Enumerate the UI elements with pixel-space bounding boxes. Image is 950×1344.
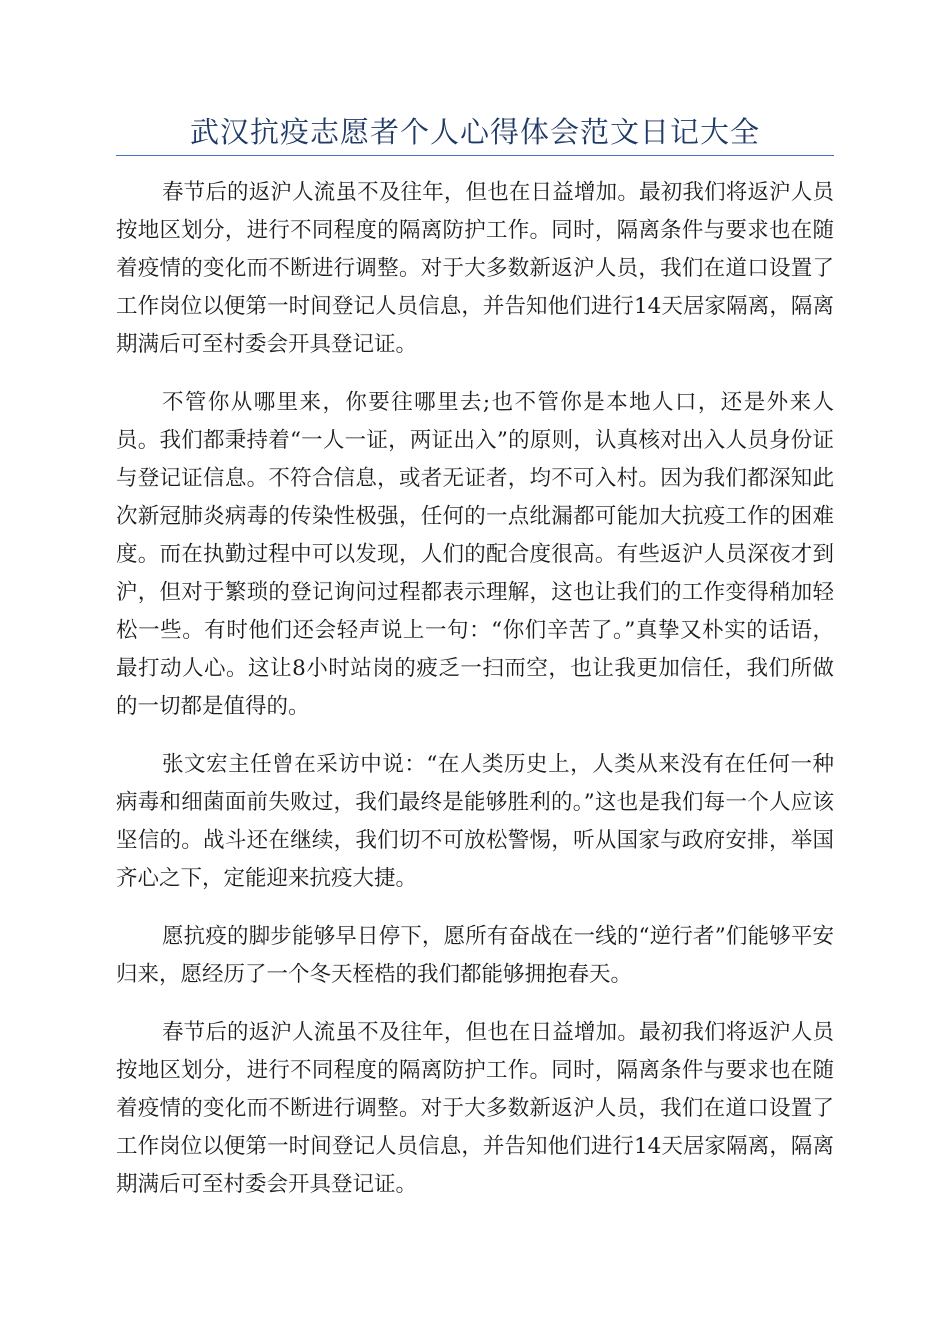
body-paragraph: 愿抗疫的脚步能够早日停下，愿所有奋战在一线的“逆行者”们能够平安归来，愿经历了一个冬天桎梏的我们都能够拥抱春天。 (116, 924, 834, 987)
title-underline-rule (116, 155, 834, 156)
body-paragraph: 张文宏主任曾在采访中说：“在人类历史上，人类从来没有在任何一种病毒和细菌面前失败过，我们最终是能够胜利的。”这也是我们每一个人应该坚信的。战斗还在继续，我们切不可放松警惕，听从国家与政府安排，举国齐心之下，定能迎来抗疫大捷。 (116, 752, 834, 891)
body-paragraph: 春节后的返沪人流虽不及往年，但也在日益增加。最初我们将返沪人员按地区划分，进行不同程度的隔离防护工作。同时，隔离条件与要求也在随着疫情的变化而不断进行调整。对于大多数新返沪人员，我们在道口设置了工作岗位以便第一时间登记人员信息，并告知他们进行14天居家隔离，隔离期满后可至村委会开具登记证。 (116, 1020, 834, 1197)
body-paragraph: 不管你从哪里来，你要往哪里去;也不管你是本地人口，还是外来人员。我们都秉持着“一人一证，两证出入”的原则，认真核对出入人员身份证与登记证信息。不符合信息，或者无证者，均不可入村。因为我们都深知此次新冠肺炎病毒的传染性极强，任何的一点纰漏都可能加大抗疫工作的困难度。而在执勤过程中可以发现，人们的配合度很高。有些返沪人员深夜才到沪，但对于繁琐的登记询问过程都表示理解，这也让我们的工作变得稍加轻松一些。有时他们还会轻声说上一句：“你们辛苦了。”真挚又朴实的话语，最打动人心。这让8小时站岗的疲乏一扫而空，也让我更加信任，我们所做的一切都是值得的。 (116, 390, 834, 719)
body-paragraph: 春节后的返沪人流虽不及往年，但也在日益增加。最初我们将返沪人员按地区划分，进行不同程度的隔离防护工作。同时，隔离条件与要求也在随着疫情的变化而不断进行调整。对于大多数新返沪人员，我们在道口设置了工作岗位以便第一时间登记人员信息，并告知他们进行14天居家隔离，隔离期满后可至村委会开具登记证。 (116, 180, 834, 357)
document-title: 武汉抗疫志愿者个人心得体会范文日记大全 (189, 115, 760, 149)
document-body (116, 174, 834, 1224)
